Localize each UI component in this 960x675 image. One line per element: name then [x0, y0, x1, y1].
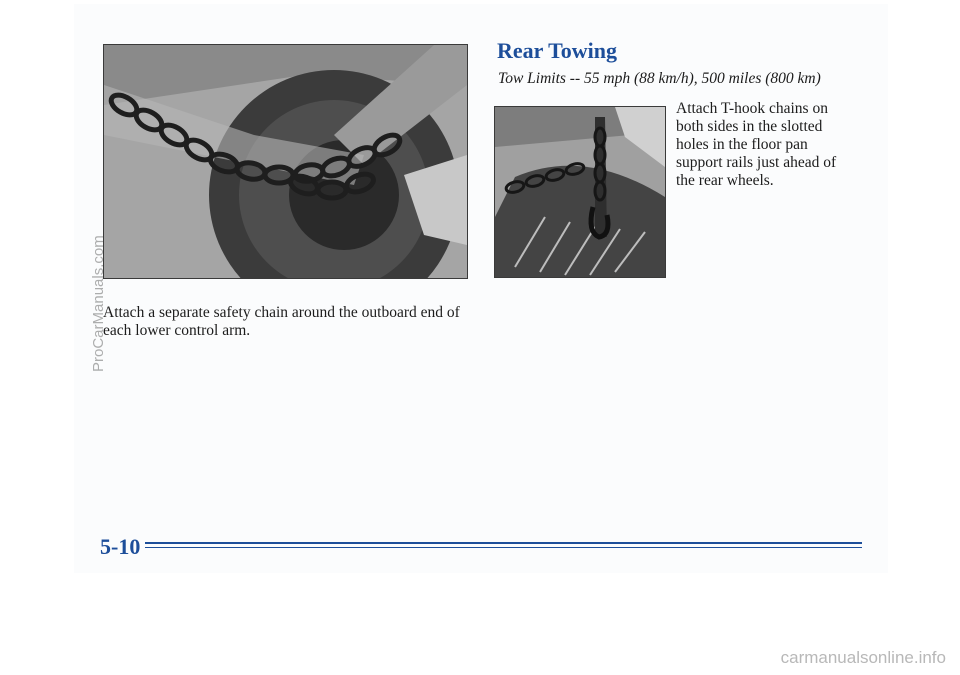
footer-watermark: carmanualsonline.info [780, 648, 946, 667]
t-hook-illustration [494, 106, 666, 278]
side-watermark: ProCarManuals.com [90, 235, 107, 372]
safety-chain-instructions: Attach a separate safety chain around the outboard end of each lower control arm. [103, 304, 460, 339]
safety-chain-illustration [103, 44, 468, 279]
tow-limits-subtitle: Tow Limits -- 55 mph (88 km/h), 500 miles (800 km) [498, 70, 821, 87]
footer-rule-thin [145, 547, 862, 548]
section-title: Rear Towing [497, 38, 618, 63]
t-hook-instructions: Attach T-hook chains on both sides in the slotted holes in the floor pan support rails just ahead of the rear wheels. [676, 100, 837, 189]
footer-rule [145, 542, 862, 544]
page-number: 5-10 [100, 534, 141, 559]
